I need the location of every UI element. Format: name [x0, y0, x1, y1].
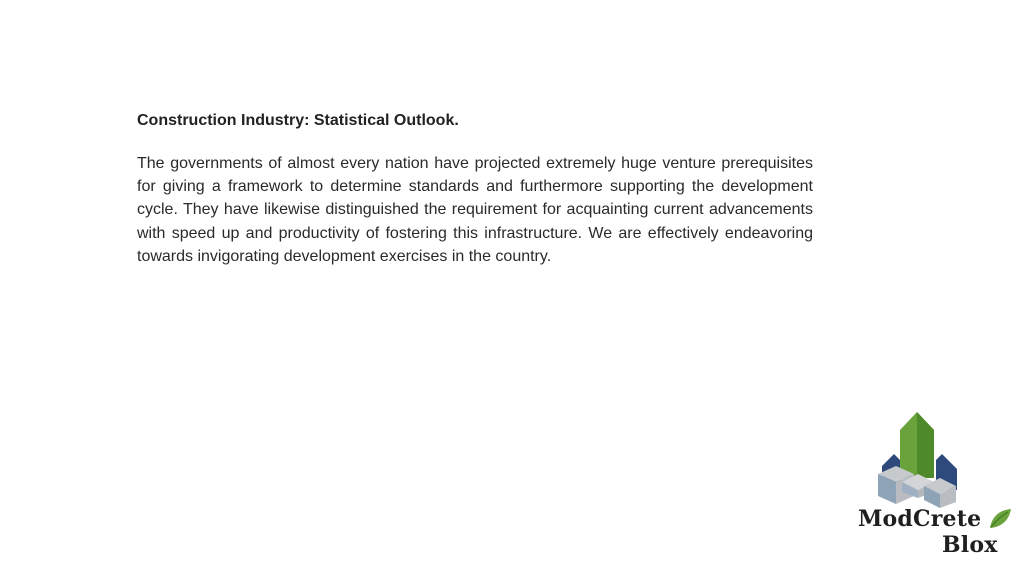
- document-paragraph: The governments of almost every nation have projected extremely huge venture prerequisites for giving a framework to determine standards and furthermore supporting the development cycle. They have likewise distinguished the requirement for acquainting current advancements with speed up and productivity of fostering this infrastructure. We are effectively endeavoring towards invigorating development exercises in the country.: [137, 155, 813, 265]
- logo-wordmark-line1: ModCrete: [858, 506, 982, 532]
- leaf-icon: [988, 508, 1012, 530]
- modular-blocks-logo-icon: [856, 412, 1016, 512]
- document-content: [137, 110, 813, 268]
- modcrete-blox-logo: [856, 412, 1016, 564]
- document-title: Construction Industry: Statistical Outlook.: [137, 112, 459, 129]
- logo-wordmark-line2: Blox: [942, 532, 998, 558]
